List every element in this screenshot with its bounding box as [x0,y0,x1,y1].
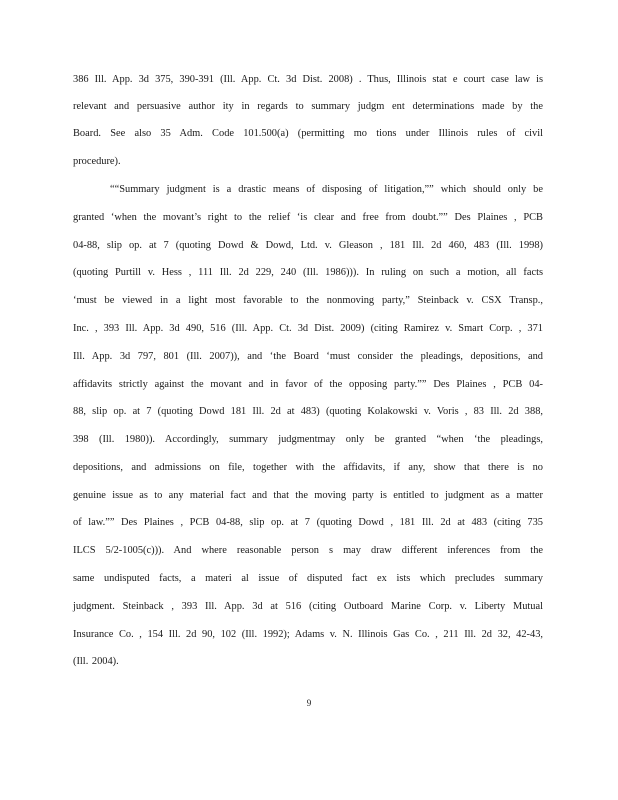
text-line: procedure). [73,156,121,167]
text-line: ‘must be viewed in a light most favorable to the nonmoving party,” Steinback v. CSX Transp., [73,295,543,306]
text-line: ILCS 5/2-1005(c))). And where reasonable person s may draw different inferences from the [73,545,543,556]
text-line: genuine issue as to any material fact and that the moving party is entitled to judgment as a matter [73,490,543,501]
text-line: ““Summary judgment is a drastic means of disposing of litigation,”” which should only be [110,184,543,195]
text-line: (quoting Purtill v. Hess , 111 Ill. 2d 229, 240 (Ill. 1986))). In ruling on such a motion, all facts [73,267,543,278]
text-line: 386 Ill. App. 3d 375, 390-391 (Ill. App. Ct. 3d Dist. 2008) . Thus, Illinois stat e court case law is [73,74,543,85]
text-line: 88, slip op. at 7 (quoting Dowd 181 Ill. 2d at 483) (quoting Kolakowski v. Voris , 83 Ill. 2d 388, [73,406,543,417]
text-line: 04-88, slip op. at 7 (quoting Dowd & Dowd, Ltd. v. Gleason , 181 Ill. 2d 460, 483 (Ill. 1998) [73,240,543,251]
text-line: Board. See also 35 Adm. Code 101.500(a) (permitting mo tions under Illinois rules of civil [73,128,543,139]
text-line: granted ‘when the movant’s right to the relief ‘is clear and free from doubt.”” Des Plaines , PCB [73,212,543,223]
text-line: affidavits strictly against the movant and in favor of the opposing party.”” Des Plaines , PCB 04- [73,379,543,390]
text-line: (Ill. 2004). [73,656,119,667]
text-line: 398 (Ill. 1980)). Accordingly, summary judgmentmay only be granted “when ‘the pleadings, [73,434,543,445]
text-line: Insurance Co. , 154 Ill. 2d 90, 102 (Ill. 1992); Adams v. N. Illinois Gas Co. , 211 Ill. 2d 32, 42-43, [73,629,543,640]
text-line: depositions, and admissions on file, together with the affidavits, if any, show that there is no [73,462,543,473]
page-number: 9 [306,698,312,708]
text-line: Ill. App. 3d 797, 801 (Ill. 2007)), and ‘the Board ‘must consider the pleadings, depositions, and [73,351,543,362]
text-line: of law.”” Des Plaines , PCB 04-88, slip op. at 7 (quoting Dowd , 181 Ill. 2d at 483 (citing 735 [73,517,543,528]
text-line: same undisputed facts, a materi al issue of disputed fact ex ists which precludes summary [73,573,543,584]
text-line: relevant and persuasive author ity in regards to summary judgm ent determinations made by the [73,101,543,112]
text-line: judgment. Steinback , 393 Ill. App. 3d at 516 (citing Outboard Marine Corp. v. Liberty Mutual [73,601,543,612]
text-line: Inc. , 393 Ill. App. 3d 490, 516 (Ill. App. Ct. 3d Dist. 2009) (citing Ramirez v. Smart Corp. , 371 [73,323,543,334]
